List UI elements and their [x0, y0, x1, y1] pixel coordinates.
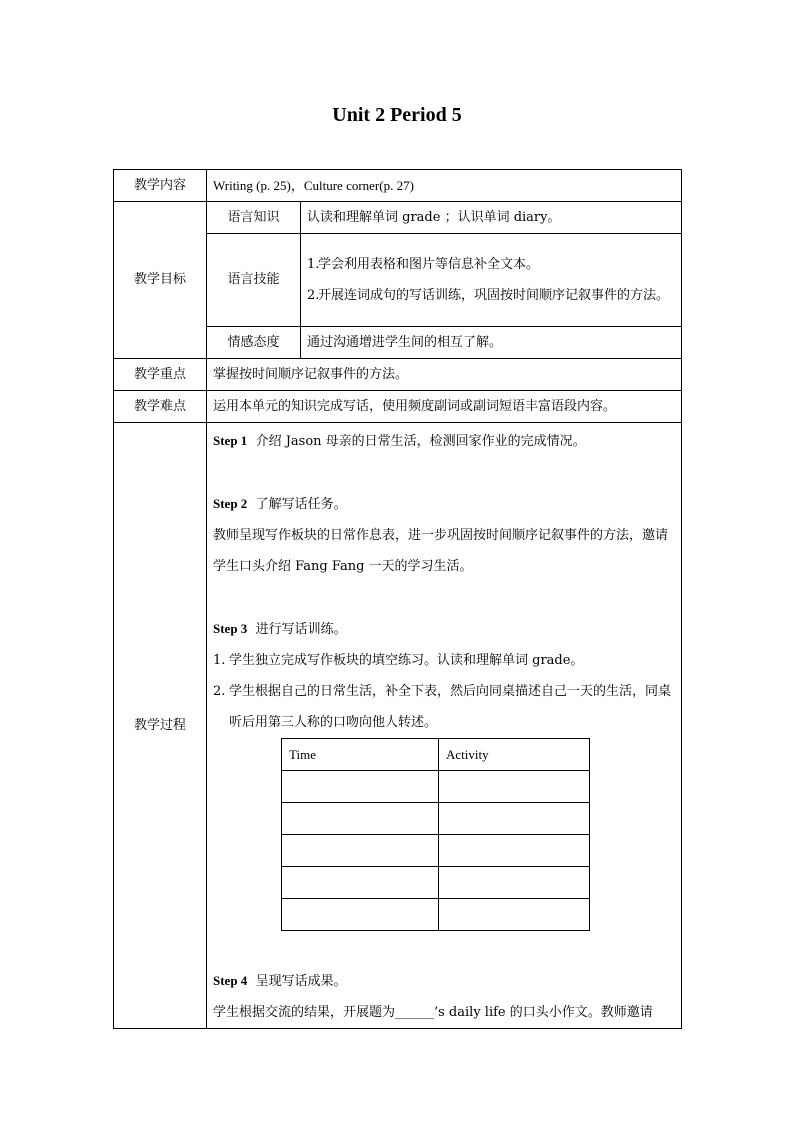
- activity-header: Activity: [439, 739, 590, 771]
- lesson-plan-table: [113, 169, 682, 1029]
- table-row: [282, 835, 590, 867]
- skills-list: [301, 234, 682, 327]
- knowledge-label: 语言知识: [207, 202, 301, 234]
- row-key-point: [114, 359, 682, 391]
- skills-item-num: 2.: [307, 288, 320, 303]
- time-cell[interactable]: [282, 867, 439, 899]
- step-3-item-num: 2.: [213, 684, 226, 699]
- activity-cell[interactable]: [439, 867, 590, 899]
- time-cell[interactable]: [282, 771, 439, 803]
- skills-item: [307, 280, 675, 311]
- table-row: [282, 899, 590, 931]
- difficulty-value: 运用本单元的知识完成写话，使用频度副词或副词短语丰富语段内容。: [207, 391, 682, 423]
- objectives-label: 教学目标: [114, 202, 207, 359]
- step-1: [213, 425, 675, 457]
- difficulty-label: 教学难点: [114, 391, 207, 423]
- process-content: [207, 423, 682, 1029]
- attitude-label: 情感态度: [207, 327, 301, 359]
- row-process: [114, 423, 682, 1029]
- step-4-head: Step 4: [213, 973, 248, 988]
- step-3-text: 进行写话训练。: [255, 622, 347, 637]
- step-2: [213, 488, 675, 520]
- step-2-body: 教师呈现写作板块的日常作息表，进一步巩固按时间顺序记叙事件的方法，邀请学生口头介绍 Fang Fang 一天的学习生活。: [213, 528, 669, 574]
- row-difficulty: [114, 391, 682, 423]
- row-content: [114, 170, 682, 202]
- step-3-item: [213, 645, 675, 676]
- skills-item-text: 学会利用表格和图片等信息补全文本。: [318, 257, 540, 272]
- step-4: [213, 965, 675, 997]
- step-1-head: Step 1: [213, 433, 248, 448]
- skills-item-text: 开展连词成句的写话训练，巩固按时间顺序记叙事件的方法。: [318, 288, 670, 303]
- step-3-head: Step 3: [213, 621, 248, 636]
- skills-item-num: 1.: [307, 257, 320, 272]
- activity-cell[interactable]: [439, 803, 590, 835]
- process-label: 教学过程: [114, 423, 207, 1029]
- page-title: Unit 2 Period 5: [332, 104, 462, 126]
- table-row: [282, 867, 590, 899]
- time-cell[interactable]: [282, 899, 439, 931]
- time-activity-table: [281, 738, 590, 931]
- key-point-label: 教学重点: [114, 359, 207, 391]
- attitude-value: 通过沟通增进学生间的相互了解。: [301, 327, 682, 359]
- table-row: [282, 771, 590, 803]
- content-label: 教学内容: [114, 170, 207, 202]
- knowledge-value: 认读和理解单词 grade ；认识单词 diary。: [301, 202, 682, 234]
- step-3-item-text: 学生根据自己的日常生活，补全下表，然后向同桌描述自己一天的生活，同桌听后用第三人称的口吻向他人转述。: [229, 684, 672, 730]
- skills-label: 语言技能: [207, 234, 301, 327]
- step-4-text: 呈现写话成果。: [255, 974, 347, 989]
- time-cell[interactable]: [282, 835, 439, 867]
- row-knowledge: [114, 202, 682, 234]
- step-3-item-text: 学生独立完成写作板块的填空练习。认读和理解单词 grade。: [229, 653, 584, 668]
- step-2-text: 了解写话任务。: [255, 497, 347, 512]
- skills-item: [307, 249, 675, 280]
- table-row: [282, 803, 590, 835]
- activity-cell[interactable]: [439, 771, 590, 803]
- activity-cell[interactable]: [439, 835, 590, 867]
- step-2-head: Step 2: [213, 496, 248, 511]
- step-1-text: 介绍 Jason 母亲的日常生活，检测回家作业的完成情况。: [255, 434, 586, 449]
- time-cell[interactable]: [282, 803, 439, 835]
- step-3-item-num: 1.: [213, 653, 226, 668]
- step-4-body: 学生根据交流的结果，开展题为______’s daily life 的口头小作文。教师邀请: [213, 1005, 653, 1020]
- step-3-item: [213, 676, 675, 738]
- step-3: [213, 613, 675, 645]
- time-header: Time: [282, 739, 439, 771]
- activity-cell[interactable]: [439, 899, 590, 931]
- key-point-value: 掌握按时间顺序记叙事件的方法。: [207, 359, 682, 391]
- content-value: Writing (p. 25)，Culture corner(p. 27): [207, 170, 682, 202]
